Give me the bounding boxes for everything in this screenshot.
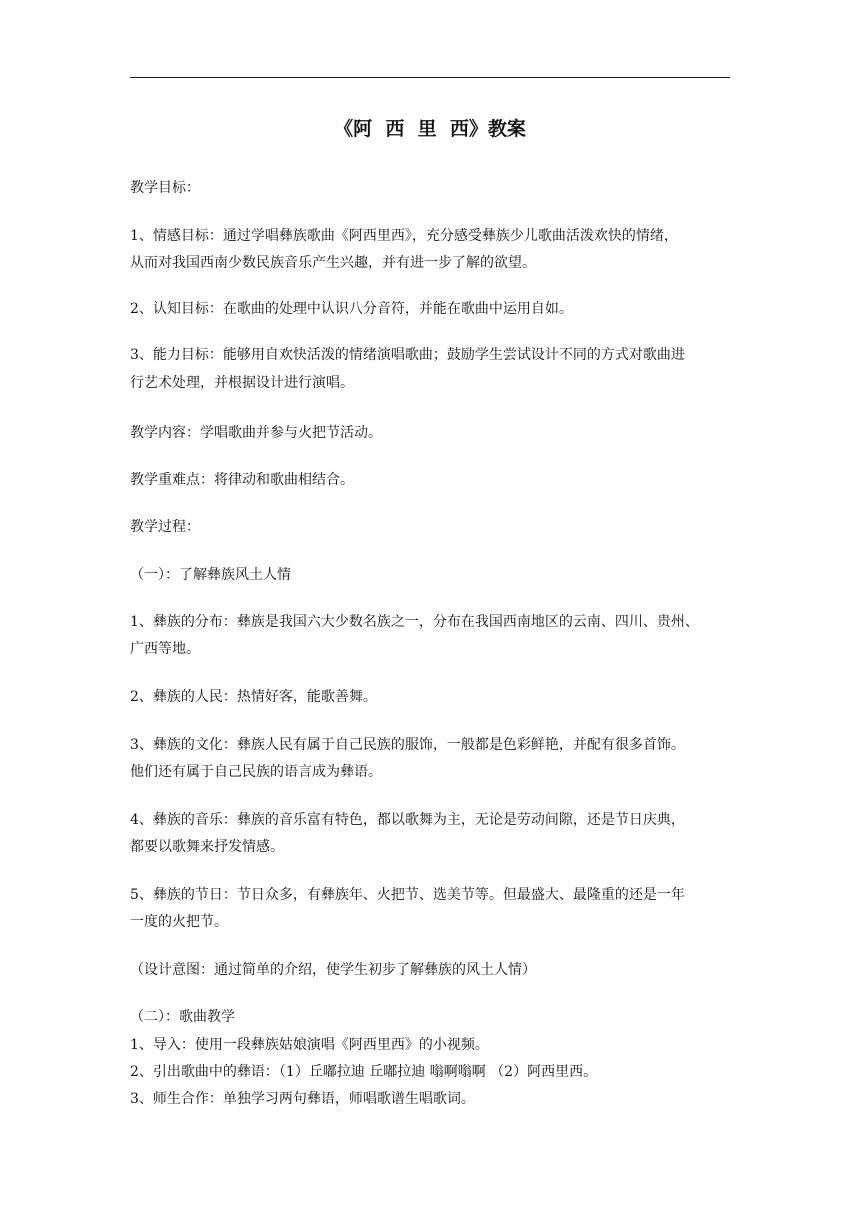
section-1-heading: （一）：了解彝族风土人情 [130, 567, 291, 583]
section-1-item-1-line-2: 广西等地。 [130, 641, 200, 657]
section-1-item-2: 2、彝族的人民：热情好客，能歌善舞。 [130, 689, 377, 705]
section-1-item-1-line-1: 1、彝族的分布：彝族是我国六大少数名族之一，分布在我国西南地区的云南、四川、贵州、 [130, 614, 699, 630]
document-title: 《阿 西 里 西》教案 [334, 118, 526, 140]
key-points: 教学重难点：将律动和歌曲相结合。 [130, 472, 354, 488]
objective-3-line-1: 3、能力目标：能够用自欢快活泼的情绪演唱歌曲；鼓励学生尝试设计不同的方式对歌曲进 [130, 347, 685, 363]
section-1-item-3-line-2: 他们还有属于自己民族的语言成为彝语。 [130, 764, 382, 780]
section-1-item-4-line-2: 都要以歌舞来抒发情感。 [130, 839, 284, 855]
objective-1-line-1: 1、情感目标：通过学唱彝族歌曲《阿西里西》，充分感受彝族少儿歌曲活泼欢快的情绪， [130, 228, 678, 244]
objective-2: 2、认知目标：在歌曲的处理中认识八分音符，并能在歌曲中运用自如。 [130, 301, 573, 317]
objective-3-line-2: 行艺术处理，并根据设计进行演唱。 [130, 375, 354, 391]
section-1-item-3-line-1: 3、彝族的文化：彝族人民有属于自己民族的服饰，一般都是色彩鲜艳，并配有很多首饰。 [130, 737, 685, 753]
objectives-heading: 教学目标： [130, 180, 200, 196]
objective-1-line-2: 从而对我国西南少数民族音乐产生兴趣，并有进一步了解的欲望。 [130, 255, 536, 271]
section-1-item-5-line-2: 一度的火把节。 [130, 914, 228, 930]
section-2-item-2: 2、引出歌曲中的彝语：（1）丘嘟拉迪 丘嘟拉迪 嗡啊嗡啊 （2）阿西里西。 [130, 1064, 598, 1080]
section-1-item-4-line-1: 4、彝族的音乐：彝族的音乐富有特色，都以歌舞为主，无论是劳动间隙，还是节日庆典， [130, 812, 685, 828]
section-1-design-intent: （设计意图：通过简单的介绍，使学生初步了解彝族的风土人情） [130, 962, 536, 978]
section-1-item-5-line-1: 5、彝族的节日：节日众多，有彝族年、火把节、选美节等。但最盛大、最隆重的还是一年 [130, 887, 685, 903]
section-2-heading: （二）：歌曲教学 [130, 1009, 235, 1025]
header-rule [130, 77, 730, 78]
teaching-content: 教学内容：学唱歌曲并参与火把节活动。 [130, 425, 382, 441]
process-heading: 教学过程： [130, 519, 200, 535]
section-2-item-1: 1、导入：使用一段彝族姑娘演唱《阿西里西》的小视频。 [130, 1037, 489, 1053]
section-2-item-3: 3、师生合作：单独学习两句彝语，师唱歌谱生唱歌词。 [130, 1091, 475, 1107]
